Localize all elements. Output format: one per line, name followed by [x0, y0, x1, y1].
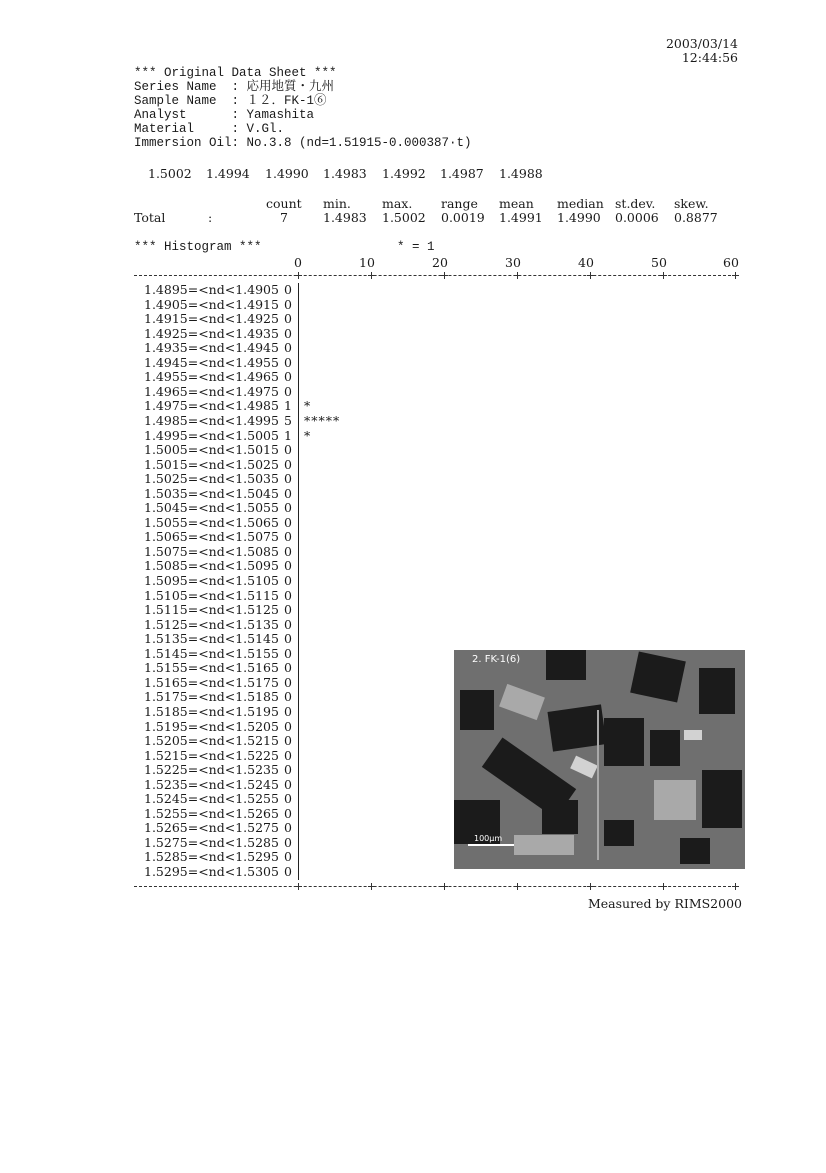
stats-header: skew.: [674, 196, 709, 211]
measurement-value: 1.4992: [382, 166, 426, 181]
stats-header: max.: [382, 196, 413, 211]
stats-row-label: Total: [134, 210, 166, 225]
bin-range-label: 1.4915=<nd<1.4925: [144, 311, 279, 327]
bin-count: 0: [284, 703, 292, 719]
histogram-vertical-axis: [298, 283, 299, 880]
bin-count: 0: [284, 733, 292, 749]
bin-range-label: 1.5115=<nd<1.5125: [144, 602, 279, 618]
bin-range-label: 1.5225=<nd<1.5235: [144, 762, 279, 778]
stats-value: 1.4983: [323, 210, 367, 225]
bin-count: 0: [284, 442, 292, 458]
bin-range-label: 1.5205=<nd<1.5215: [144, 733, 279, 749]
bin-range-label: 1.5045=<nd<1.5055: [144, 500, 279, 516]
bin-range-label: 1.4955=<nd<1.4965: [144, 369, 279, 385]
bin-count: 0: [284, 282, 292, 297]
bin-count: 0: [284, 500, 292, 516]
measurement-value: 1.4983: [323, 166, 367, 181]
stats-value: 7: [280, 210, 288, 225]
micrograph-photo: [454, 650, 745, 869]
bin-range-label: 1.5025=<nd<1.5035: [144, 471, 279, 487]
axis-tick-mark: [732, 272, 739, 279]
axis-tick-mark: [368, 272, 375, 279]
axis-tick-label: 20: [432, 255, 448, 270]
axis-tick-mark: [295, 272, 302, 279]
bin-count: 0: [284, 311, 292, 327]
bin-range-label: 1.4995=<nd<1.5005: [144, 427, 279, 443]
bin-stars: *****: [304, 412, 341, 428]
series-name-line: Series Name : 応用地質・九州: [134, 80, 335, 94]
bin-count: 0: [284, 864, 292, 879]
bin-range-label: 1.4895=<nd<1.4905: [144, 282, 279, 297]
bin-range-label: 1.5035=<nd<1.5045: [144, 485, 279, 501]
axis-tick-label: 0: [294, 255, 302, 270]
report-date: 2003/03/14: [665, 36, 738, 51]
bin-range-label: 1.5245=<nd<1.5255: [144, 791, 279, 807]
axis-tick-mark: [514, 883, 521, 890]
bin-count: 0: [284, 747, 292, 763]
stats-value: 1.4991: [499, 210, 543, 225]
bin-range-label: 1.4985=<nd<1.4995: [144, 412, 279, 428]
axis-tick-label: 40: [578, 255, 594, 270]
bin-count: 0: [284, 660, 292, 676]
bin-count: 0: [284, 602, 292, 618]
analyst-line: Analyst : Yamashita: [134, 108, 315, 122]
immersion-oil-line: Immersion Oil: No.3.8 (nd=1.51915-0.000387·t): [134, 136, 472, 150]
photo-label: 2. FK-1(6): [472, 654, 521, 665]
bin-range-label: 1.5285=<nd<1.5295: [144, 849, 279, 865]
bin-count: 0: [284, 776, 292, 792]
axis-tick-mark: [441, 883, 448, 890]
histogram-top-rule: [134, 275, 736, 276]
bin-stars: *: [304, 427, 312, 443]
bin-count: 0: [284, 631, 292, 647]
bin-count: 0: [284, 514, 292, 530]
bin-count: 1: [284, 427, 292, 443]
bin-count: 0: [284, 762, 292, 778]
measurement-value: 1.5002: [148, 166, 192, 181]
axis-tick-label: 30: [505, 255, 521, 270]
bin-count: 1: [284, 398, 292, 414]
report-time: 12:44:56: [681, 50, 738, 65]
sheet-title: *** Original Data Sheet ***: [134, 66, 337, 80]
bin-range-label: 1.4935=<nd<1.4945: [144, 340, 279, 356]
axis-tick-label: 50: [651, 255, 667, 270]
measurement-value: 1.4990: [265, 166, 309, 181]
bin-range-label: 1.5055=<nd<1.5065: [144, 514, 279, 530]
bin-count: 0: [284, 689, 292, 705]
stats-value: 0.0019: [441, 210, 485, 225]
axis-tick-mark: [660, 883, 667, 890]
axis-tick-mark: [587, 883, 594, 890]
stats-header: min.: [323, 196, 351, 211]
bin-range-label: 1.5175=<nd<1.5185: [144, 689, 279, 705]
bin-range-label: 1.5185=<nd<1.5195: [144, 703, 279, 719]
bin-count: 0: [284, 834, 292, 850]
axis-tick-mark: [295, 883, 302, 890]
bin-range-label: 1.5295=<nd<1.5305: [144, 864, 279, 879]
bin-range-label: 1.5005=<nd<1.5015: [144, 442, 279, 458]
bin-count: 0: [284, 849, 292, 865]
bin-range-label: 1.5135=<nd<1.5145: [144, 631, 279, 647]
scale-bar: [468, 844, 514, 846]
bin-count: 0: [284, 456, 292, 472]
bin-range-label: 1.5075=<nd<1.5085: [144, 543, 279, 559]
stats-value: 0.8877: [674, 210, 718, 225]
bin-count: 0: [284, 296, 292, 312]
bin-count: 0: [284, 529, 292, 545]
axis-tick-label: 60: [723, 255, 739, 270]
bin-range-label: 1.5065=<nd<1.5075: [144, 529, 279, 545]
bin-range-label: 1.5095=<nd<1.5105: [144, 573, 279, 588]
bin-count: 0: [284, 616, 292, 632]
bin-range-label: 1.4965=<nd<1.4975: [144, 383, 279, 399]
bin-count: 0: [284, 820, 292, 836]
bin-range-label: 1.5165=<nd<1.5175: [144, 674, 279, 690]
stats-header: count: [266, 196, 302, 211]
axis-tick-mark: [441, 272, 448, 279]
bin-range-label: 1.5145=<nd<1.5155: [144, 645, 279, 661]
bin-range-label: 1.5265=<nd<1.5275: [144, 820, 279, 836]
axis-tick-mark: [587, 272, 594, 279]
bin-range-label: 1.5255=<nd<1.5265: [144, 805, 279, 821]
axis-tick-mark: [514, 272, 521, 279]
bin-range-label: 1.5105=<nd<1.5115: [144, 587, 279, 603]
bin-range-label: 1.4905=<nd<1.4915: [144, 296, 279, 312]
stats-header: median: [557, 196, 604, 211]
material-line: Material : V.Gl.: [134, 122, 285, 136]
bin-range-label: 1.5195=<nd<1.5205: [144, 718, 279, 734]
stats-header: mean: [499, 196, 534, 211]
stats-value: 0.0006: [615, 210, 659, 225]
histogram-scale-note: * = 1: [397, 240, 435, 254]
measurement-value: 1.4987: [440, 166, 484, 181]
bin-range-label: 1.4975=<nd<1.4985: [144, 398, 279, 414]
histogram-title: *** Histogram ***: [134, 240, 262, 254]
bin-count: 0: [284, 471, 292, 487]
measured-by: Measured by RIMS2000: [587, 896, 742, 911]
bin-range-label: 1.4945=<nd<1.4955: [144, 354, 279, 370]
bin-count: 5: [284, 412, 292, 428]
histogram-bottom-rule: [134, 886, 736, 887]
bin-range-label: 1.4925=<nd<1.4935: [144, 325, 279, 341]
measurement-value: 1.4988: [499, 166, 543, 181]
bin-count: 0: [284, 485, 292, 501]
stats-header: st.dev.: [615, 196, 656, 211]
bin-range-label: 1.5275=<nd<1.5285: [144, 834, 279, 850]
bin-count: 0: [284, 543, 292, 559]
bin-range-label: 1.5235=<nd<1.5245: [144, 776, 279, 792]
bin-count: 0: [284, 573, 292, 588]
bin-count: 0: [284, 674, 292, 690]
bin-count: 0: [284, 718, 292, 734]
bin-count: 0: [284, 369, 292, 385]
stats-header: range: [441, 196, 478, 211]
bin-count: 0: [284, 791, 292, 807]
bin-count: 0: [284, 645, 292, 661]
sample-name-line: Sample Name : １２．FK-1⑥: [134, 94, 327, 108]
axis-tick-mark: [732, 883, 739, 890]
bin-range-label: 1.5085=<nd<1.5095: [144, 558, 279, 574]
bin-range-label: 1.5125=<nd<1.5135: [144, 616, 279, 632]
bin-range-label: 1.5015=<nd<1.5025: [144, 456, 279, 472]
bin-count: 0: [284, 325, 292, 341]
bin-count: 0: [284, 340, 292, 356]
stats-colon: :: [208, 210, 213, 225]
axis-tick-mark: [368, 883, 375, 890]
bin-range-label: 1.5155=<nd<1.5165: [144, 660, 279, 676]
axis-tick-label: 10: [359, 255, 375, 270]
axis-tick-mark: [660, 272, 667, 279]
bin-count: 0: [284, 805, 292, 821]
bin-range-label: 1.5215=<nd<1.5225: [144, 747, 279, 763]
bin-count: 0: [284, 558, 292, 574]
stats-value: 1.5002: [382, 210, 426, 225]
bin-count: 0: [284, 354, 292, 370]
bin-count: 0: [284, 587, 292, 603]
stats-value: 1.4990: [557, 210, 601, 225]
bin-stars: *: [304, 398, 312, 414]
bin-count: 0: [284, 383, 292, 399]
measurement-value: 1.4994: [206, 166, 250, 181]
scale-bar-label: 100μm: [474, 834, 503, 843]
